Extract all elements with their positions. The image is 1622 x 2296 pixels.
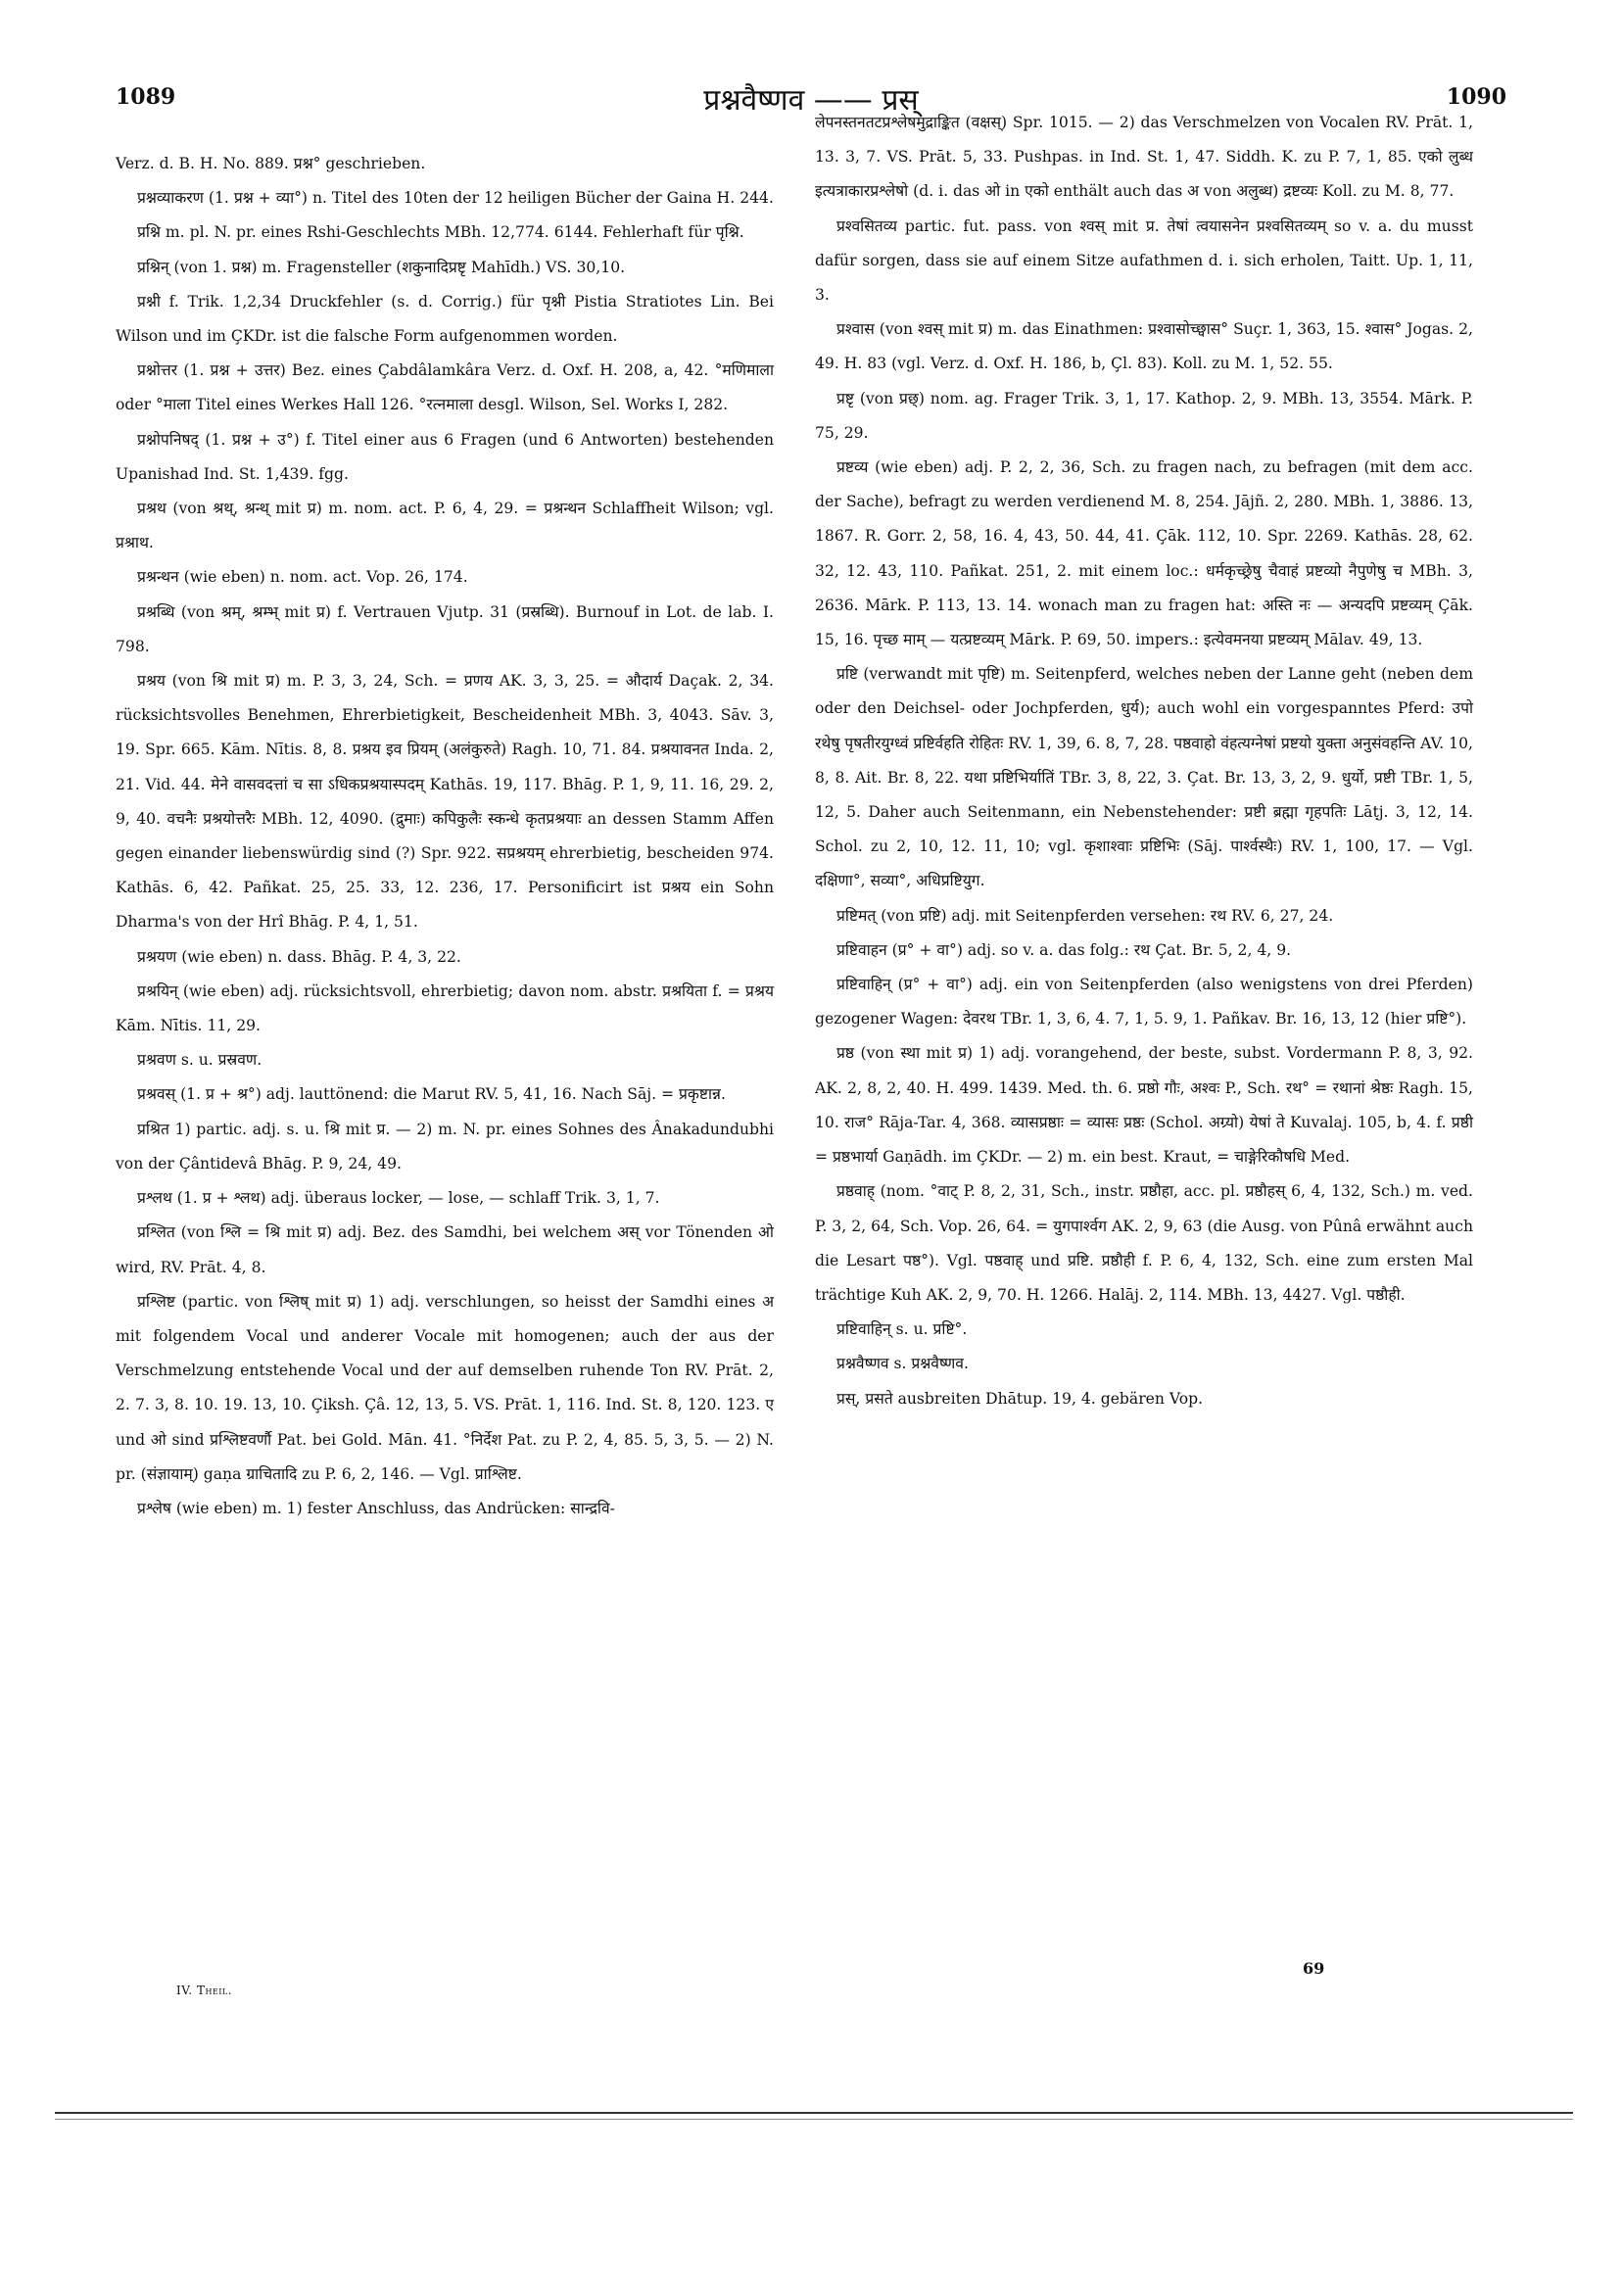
dictionary-entry: प्रश्लेष (wie eben) m. 1) fester Anschluss, das Andrücken: सान्द्रवि- xyxy=(137,1499,615,1517)
signature-mark: 69 xyxy=(1303,1959,1325,1978)
dictionary-entry: प्रश्रथ (von श्रथ्, श्रन्थ् mit प्र) m. nom. act. P. 6, 4, 29. = प्रश्रन्थन Schlaffheit Wilson; vgl. प्रश्राथ. xyxy=(116,500,774,552)
dictionary-entry: लेपनस्तनतटप्रश्लेषमुद्राङ्कित (वक्षस्) Spr. 1015. — 2) das Verschmelzen von Vocalen RV. Prāt. 1, 13. 3, 7. VS. Prāt. 5, 33. Pushpas. in Ind. St. 1, 47. Siddh. K. zu P. 7, 1, 85. एको लुब्ध इत्यत्राकारप्रश्लेषो (d. i. das ओ in एको enthält auch das अ von अलुब्ध) द्रष्टव्यः Koll. zu M. 8, 77. xyxy=(815,114,1473,201)
page-number-right: 1090 xyxy=(1446,84,1506,110)
dictionary-entry: प्रष्टिवाहिन् s. u. प्रष्टि°. xyxy=(836,1320,968,1339)
dictionary-entry: प्रश्रयण (wie eben) n. dass. Bhāg. P. 4, 3, 22. xyxy=(137,947,461,966)
dictionary-entry: प्रश्निन् (von 1. प्रश्न) m. Fragensteller (शकुनादिप्रष्टृ Mahīdh.) VS. 30,10. xyxy=(137,258,626,276)
bottom-rule-thin xyxy=(55,2119,1573,2120)
dictionary-entry: प्रष्टिवाहन (प्र° + वा°) adj. so v. a. das folg.: रथ Çat. Br. 5, 2, 4, 9. xyxy=(836,940,1292,959)
dictionary-entry: प्रष्ठ (von स्था mit प्र) 1) adj. vorangehend, der beste, subst. Vordermann P. 8, 3, 92. AK. 2, 8, 2, 40. H. 499. 1439. Med. th. 6. प्रष्ठो गौः, अश्वः P., Sch. रथ° = रथानां श्रेष्ठः Ragh. 15, 10. राज° Rāja-Tar. 4, 368. व्यासप्रष्ठाः = व्यासः प्रष्ठः (Schol. अग्र्यो) येषां ते Kuvalaj. 105, b, 4. f. प्रष्ठी = प्रष्ठभार्या Gaṇādh. im ÇKDr. — 2) m. ein best. Kraut, = चाङ्गेरिकौषधि Med. xyxy=(815,1044,1473,1167)
running-title: प्रश्नवैष्णव —— प्रस् xyxy=(703,83,919,118)
dictionary-entry: Verz. d. B. H. No. 889. प्रश्न° geschrieben. xyxy=(116,155,426,172)
dictionary-entry: प्रष्टिमत् (von प्रष्टि) adj. mit Seitenpferden versehen: रथ RV. 6, 27, 24. xyxy=(836,906,1334,925)
dictionary-entry: प्रश्नव्याकरण (1. प्रश्न + व्या°) n. Titel des 10ten der 12 heiligen Bücher der Gaina H. 244. xyxy=(137,189,774,208)
dictionary-entry: प्रश्नवैष्णव s. प्रश्नवैष्णव. xyxy=(836,1355,969,1373)
bottom-rule xyxy=(55,2112,1573,2114)
dictionary-entry: प्रश्रवण s. u. प्रस्रवण. xyxy=(137,1051,262,1070)
dictionary-entry: प्रश्लथ (1. प्र + श्लथ) adj. überaus locker, — lose, — schlaff Trik. 3, 1, 7. xyxy=(137,1189,660,1208)
dictionary-entry: प्रश्रय (von श्रि mit प्र) m. P. 3, 3, 24, Sch. = प्रणय AK. 3, 3, 25. = औदार्य Daçak. 2, 34. rücksichtsvolles Benehmen, Ehrerbietigkeit, Bescheidenheit MBh. 3, 4043. Sāv. 3, 19. Spr. 665. Kām. Nītis. 8, 8. प्रश्रय इव प्रियम् (अलंकुरुते) Ragh. 10, 71. 84. प्रश्रयावनत Inda. 2, 21. Vid. 44. मेने वासवदत्तां च सा ऽधिकप्रश्रयास्पदम् Kathās. 19, 117. Bhāg. P. 1, 9, 11. 16, 29. 2, 9, 40. वचनैः प्रश्रयोत्तरैः MBh. 12, 4090. (द्रुमाः) कपिकुलैः स्कन्धे कृतप्रश्रयाः an dessen Stamm Affen gegen einander liebenswürdig sind (?) Spr. 922. सप्रश्रयम् ehrerbietig, bescheiden 974. Kathās. 6, 42. Pañkat. 25, 25. 33, 12. 236, 17. Personificirt ist प्रश्रय ein Sohn Dharma's von der Hrî Bhāg. P. 4, 1, 51. xyxy=(116,672,774,932)
dictionary-entry: प्रष्टृ (von प्रछ्) nom. ag. Frager Trik. 3, 1, 17. Kathop. 2, 9. MBh. 13, 3554. Mārk. P. 75, 29. xyxy=(815,389,1473,442)
dictionary-entry: प्रश्रित 1) partic. adj. s. u. श्रि mit प्र. — 2) m. N. pr. eines Sohnes des Ânakadundubhi von der Çântidevâ Bhāg. P. 9, 24, 49. xyxy=(116,1120,774,1172)
dictionary-entry: प्रश्नोपनिषद् (1. प्रश्न + उ°) f. Titel einer aus 6 Fragen (und 6 Antworten) bestehenden Upanishad Ind. St. 1,439. fgg. xyxy=(116,430,774,483)
dictionary-entry: प्रस्, प्रसते ausbreiten Dhātup. 19, 4. gebären Vop. xyxy=(836,1389,1204,1408)
dictionary-entry: प्रश्वसितव्य partic. fut. pass. von श्वस् mit प्र. तेषां त्वयासनेन प्रश्वसितव्यम् so v. a. du musst dafür sorgen, dass sie auf einem Sitze aufathmen d. i. sich erholen, Taitt. Up. 1, 11, 3. xyxy=(815,216,1473,305)
dictionary-entry: प्रश्रब्धि (von श्रम्, श्रम्भ् mit प्र) f. Vertrauen Vjutp. 31 (प्रस्रब्धि). Burnouf in Lot. de lab. I. 798. xyxy=(116,602,774,655)
dictionary-entry: प्रश्लिष्ट (partic. von श्लिष् mit प्र) 1) adj. verschlungen, so heisst der Samdhi eines अ mit folgendem Vocal und anderer Vocale mit homogenen; auch der aus der Verschmelzung entstehende Vocal und der auf demselben ruhende Ton RV. Prāt. 2, 2. 7. 3, 8. 10. 19. 13, 10. Çiksh. Çâ. 12, 13, 5. VS. Prāt. 1, 116. Ind. St. 8, 120. 123. ए und ओ sind प्रश्लिष्टवर्णौ Pat. bei Gold. Mān. 41. °निर्देश Pat. zu P. 2, 4, 85. 5, 3, 5. — 2) N. pr. (संज्ञायाम्) gaṇa ग्राचितादि zu P. 6, 2, 146. — Vgl. प्राश्लिष्ट. xyxy=(116,1292,774,1483)
left-column xyxy=(116,147,774,1526)
right-column xyxy=(815,106,1473,1416)
dictionary-entry: प्रश्नि m. pl. N. pr. eines Rshi-Geschlechts MBh. 12,774. 6144. Fehlerhaft für पृश्नि. xyxy=(137,223,744,242)
dictionary-entry: प्रष्टव्य (wie eben) adj. P. 2, 2, 36, Sch. zu fragen nach, zu befragen (mit dem acc. der Sache), befragt zu werden verdienend M. 8, 254. Jājñ. 2, 280. MBh. 1, 3886. 13, 1867. R. Gorr. 2, 58, 16. 4, 43, 50. 44, 41. Çāk. 112, 10. Spr. 2269. Kathās. 28, 62. 32, 12. 43, 110. Pañkat. 251, 2. mit einem loc.: धर्मकृच्छ्रेषु चैवाहं प्रष्टव्यो नैपुणेषु च MBh. 3, 2636. Mārk. P. 113, 13. 14. wonach man zu fragen hat: अस्ति नः — अन्यदपि प्रष्टव्यम् Çāk. 15, 16. पृच्छ माम् — यत्प्रष्टव्यम् Mārk. P. 69, 50. impers.: इत्येवमनया प्रष्टव्यम् Mālav. 49, 13. xyxy=(815,458,1473,649)
dictionary-entry: प्रश्लित (von श्लि = श्रि mit प्र) adj. Bez. des Samdhi, bei welchem अस् vor Tönenden ओ wird, RV. Prāt. 4, 8. xyxy=(116,1223,774,1276)
page-number-left: 1089 xyxy=(116,84,176,110)
dictionary-entry: प्रश्नोत्तर (1. प्रश्न + उत्तर) Bez. eines Çabdâlamkâra Verz. d. Oxf. H. 208, a, 42. °मणिमाला oder °माला Titel eines Werkes Hall 126. °रत्नमाला desgl. Wilson, Sel. Works I, 282. xyxy=(116,361,774,414)
dictionary-entry: प्रष्टि (verwandt mit पृष्टि) m. Seitenpferd, welches neben der Lanne geht (neben dem oder den Deichsel- oder Jochpferden, धुर्य); auch wohl ein vorgespanntes Pferd: उपो रथेषु पृषतीरयुग्ध्वं प्रष्टिर्वहति रोहितः RV. 1, 39, 6. 8, 7, 28. पष्ठवाहो वंहत्यग्नेषां प्रष्टयो युक्ता अनुसंवहन्ति AV. 10, 8, 8. Ait. Br. 8, 22. यथा प्रष्टिभिर्यातिं TBr. 3, 8, 22, 3. Çat. Br. 13, 3, 2, 9. धुर्यो, प्रष्टी TBr. 1, 5, 12, 5. Daher auch Seitenmann, ein Nebenstehender: प्रष्टी ब्रह्मा गृहपतिः Lāṭj. 3, 12, 14. Schol. zu 2, 10, 12. 11, 10; vgl. कृशाश्वाः प्रष्टिभिः (Sāj. पार्श्वस्थैः) RV. 1, 100, 17. — Vgl. दक्षिणा°, सव्या°, अधिप्रष्टियुग. xyxy=(815,665,1473,890)
dictionary-entry: प्रश्नी f. Trik. 1,2,34 Druckfehler (s. d. Corrig.) für पृश्नी Pistia Stratiotes Lin. Bei Wilson und im ÇKDr. ist die falsche Form aufgenommen worden. xyxy=(116,292,774,346)
dictionary-entry: प्रष्ठवाह् (nom. °वाट् P. 8, 2, 31, Sch., instr. प्रष्ठौहा, acc. pl. प्रष्ठौहस् 6, 4, 132, Sch.) m. ved. P. 3, 2, 64, Sch. Vop. 26, 64. = युगपार्श्वग AK. 2, 9, 63 (die Ausg. von Pûnâ erwähnt auch die Lesart पष्ठ°). Vgl. पष्ठवाह् und प्रष्टि. प्रष्ठौही f. P. 6, 4, 132, Sch. eine zum ersten Mal trächtige Kuh AK. 2, 9, 70. H. 1266. Halāj. 2, 114. MBh. 13, 4427. Vgl. पष्ठौही. xyxy=(815,1182,1473,1304)
dictionary-entry: प्रश्वास (von श्वस् mit प्र) m. das Einathmen: प्रश्वासोच्छ्वास° Suçr. 1, 363, 15. श्वास° Jogas. 2, 49. H. 83 (vgl. Verz. d. Oxf. H. 186, b, Çl. 83). Koll. zu M. 1, 52. 55. xyxy=(815,320,1473,373)
dictionary-entry: प्रष्टिवाहिन् (प्र° + वा°) adj. ein von Seitenpferden (also wenigstens von drei Pferden) gezogener Wagen: देवरथ TBr. 1, 3, 6, 4. 7, 1, 5. 9, 1. Pañkav. Br. 16, 13, 12 (hier प्रष्टि°). xyxy=(815,976,1473,1028)
volume-note: IV. Theil. xyxy=(176,1984,233,1997)
dictionary-entry: प्रश्रन्थन (wie eben) n. nom. act. Vop. 26, 174. xyxy=(137,568,468,587)
dictionary-entry: प्रश्रयिन् (wie eben) adj. rücksichtsvoll, ehrerbietig; davon nom. abstr. प्रश्रयिता f. = प्रश्रय Kām. Nītis. 11, 29. xyxy=(116,981,774,1035)
dictionary-entry: प्रश्रवस् (1. प्र + श्र°) adj. lauttönend: die Marut RV. 5, 41, 16. Nach Sāj. = प्रकृष्टान्न. xyxy=(137,1085,726,1104)
